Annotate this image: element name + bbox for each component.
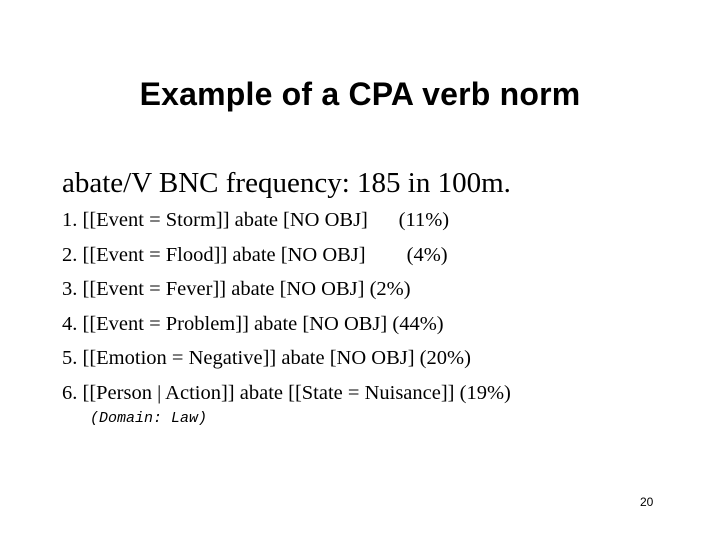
verb-frequency-line: abate/V BNC frequency: 185 in 100m. — [62, 167, 511, 199]
pattern-item-5: 5. [[Emotion = Negative]] abate [NO OBJ] (20%) — [62, 347, 471, 369]
pattern-item-3: 3. [[Event = Fever]] abate [NO OBJ] (2%) — [62, 278, 411, 300]
pattern-item-4: 4. [[Event = Problem]] abate [NO OBJ] (44%) — [62, 312, 444, 335]
pattern-item-2: 2. [[Event = Flood]] abate [NO OBJ] (4%) — [62, 243, 448, 266]
pattern-item-6: 6. [[Person | Action]] abate [[State = Nuisance]] (19%) — [62, 381, 511, 404]
pattern-item-1: 1. [[Event = Storm]] abate [NO OBJ] (11%) — [62, 209, 450, 231]
slide-title: Example of a CPA verb norm — [139, 76, 581, 112]
pattern-list — [62, 203, 511, 410]
domain-note: (Domain: Law) — [90, 410, 208, 427]
page-number: 20 — [640, 495, 654, 509]
